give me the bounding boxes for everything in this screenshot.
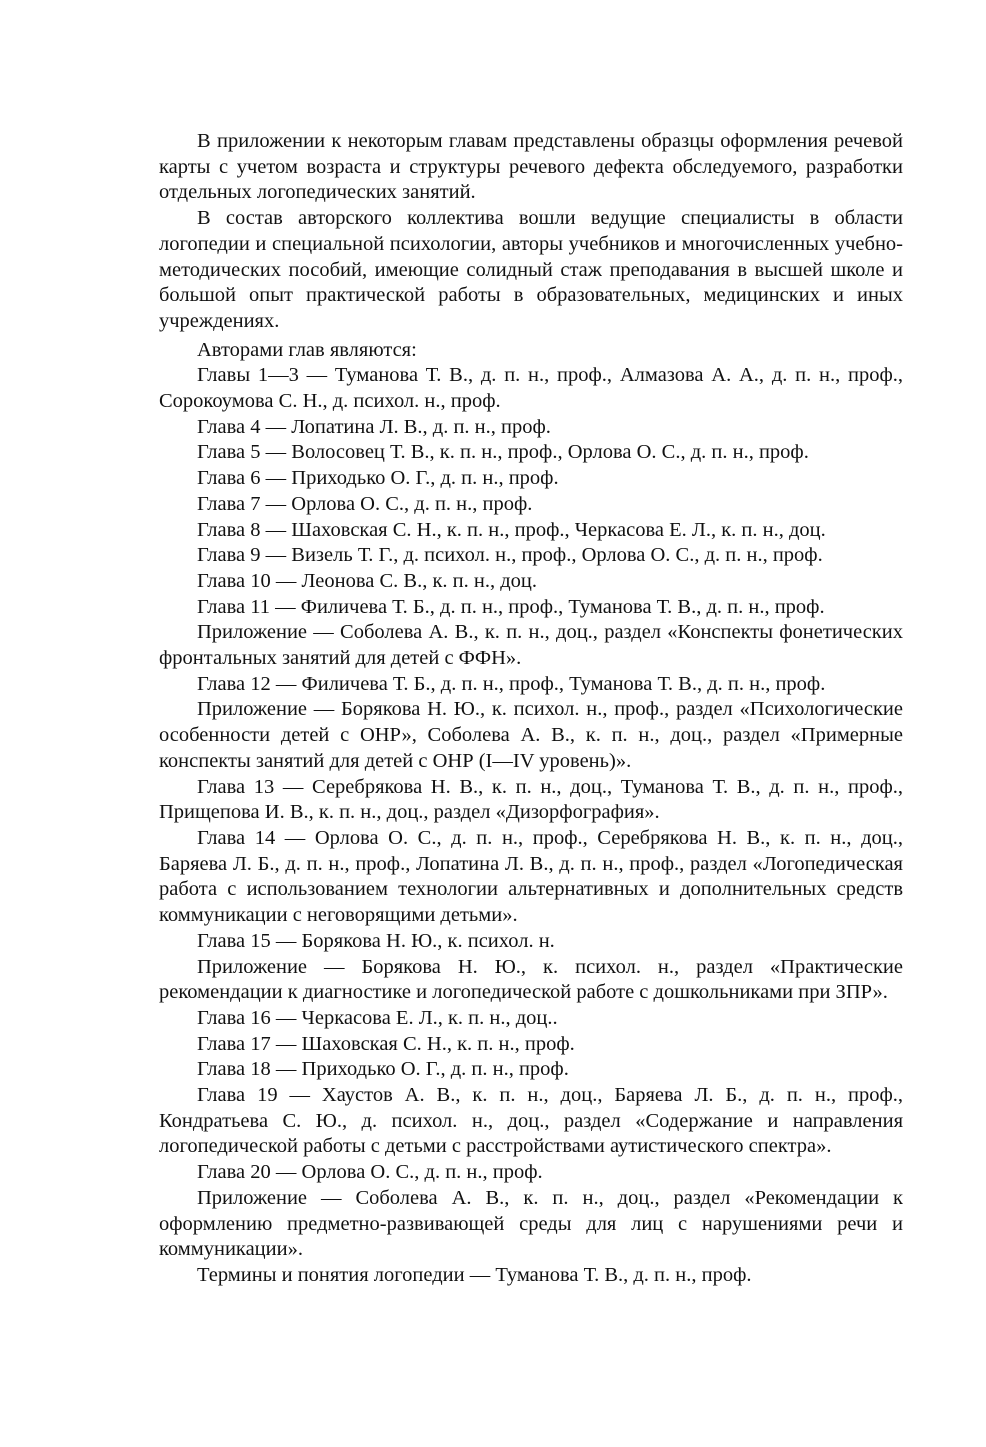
author-entry-chapter-16: Глава 16 — Черкасова Е. Л., к. п. н., доц.. — [197, 1006, 558, 1029]
author-entry-chapter-20: Глава 20 — Орлова О. С., д. п. н., проф. — [197, 1161, 543, 1184]
paragraph-authors-heading: Авторами глав являются: — [197, 338, 417, 361]
author-entry-chapter-15: Глава 15 — Борякова Н. Ю., к. психол. н. — [197, 929, 555, 952]
author-entry-terms: Термины и понятия логопедии — Туманова Т. В., д. п. н., проф. — [197, 1263, 752, 1286]
author-entry-appendix-11: Приложение — Соболева А. В., к. п. н., доц., раздел «Конспекты фонетических фронтальных занятий для детей с ФФН». — [159, 621, 903, 670]
author-entry-chapter-14: Глава 14 — Орлова О. С., д. п. н., проф., Серебрякова Н. В., к. п. н., доц., Баряева Л. Б., д. п. н., проф., Лопатина Л. В., д. п. н., проф., раздел «Логопедическая работа с использованием технологии альтернативных и дополнительных средств коммуникации с неговорящими детьми». — [159, 826, 903, 927]
author-entry-chapter-13: Глава 13 — Серебрякова Н. В., к. п. н., доц., Туманова Т. В., д. п. н., проф., Прищепова И. В., к. п. н., доц., раздел «Дизорфография». — [159, 775, 903, 824]
author-entry-chapter-6: Глава 6 — Приходько О. Г., д. п. н., проф. — [197, 467, 559, 490]
paragraph-intro-appendix: В приложении к некоторым главам представлены образцы оформления речевой карты с учетом возраста и структуры речевого дефекта обследуемого, разработки отдельных логопедических занятий. — [159, 130, 903, 204]
author-entry-appendix-15: Приложение — Борякова Н. Ю., к. психол. н., раздел «Практические рекомендации к диагностике и логопедической работе с дошкольниками при ЗПР». — [159, 955, 903, 1004]
author-entry-chapter-12: Глава 12 — Филичева Т. Б., д. п. н., проф., Туманова Т. В., д. п. н., проф. — [197, 672, 826, 695]
author-entry-chapter-4: Глава 4 — Лопатина Л. В., д. п. н., проф. — [197, 415, 551, 438]
author-entry-appendix-20: Приложение — Соболева А. В., к. п. н., доц., раздел «Рекомендации к оформлению предметно-развивающей среды для лиц с нарушениями речи и коммуникации». — [159, 1186, 903, 1261]
page-body-text — [159, 129, 903, 1289]
author-entry-chapter-19: Глава 19 — Хаустов А. В., к. п. н., доц., Баряева Л. Б., д. п. н., проф., Кондратьева С. Ю., д. психол. н., доц., раздел «Содержание и направления логопедической работы с детьми с расстройствами аутистического спектра». — [159, 1084, 903, 1158]
author-entry-chapter-9: Глава 9 — Визель Т. Г., д. психол. н., проф., Орлова О. С., д. п. н., проф. — [197, 544, 823, 567]
author-entry-chapter-8: Глава 8 — Шаховская С. Н., к. п. н., проф., Черкасова Е. Л., к. п. н., доц. — [197, 518, 826, 541]
author-entry-chapter-10: Глава 10 — Леонова С. В., к. п. н., доц. — [197, 569, 538, 592]
author-entry-appendix-12: Приложение — Борякова Н. Ю., к. психол. н., проф., раздел «Психологические особенности детей с ОНР», Соболева А. В., к. п. н., доц., раздел «Примерные конспекты занятий для детей с ОНР (I—IV уровень)». — [159, 698, 903, 772]
author-entry-chapter-18: Глава 18 — Приходько О. Г., д. п. н., проф. — [197, 1058, 569, 1081]
author-entry-chapter-7: Глава 7 — Орлова О. С., д. п. н., проф. — [197, 492, 533, 515]
author-entry-chapters-1-3: Главы 1—3 — Туманова Т. В., д. п. н., проф., Алмазова А. А., д. п. н., проф., Сорокоумова С. Н., д. психол. н., проф. — [159, 364, 903, 413]
author-entry-chapter-11: Глава 11 — Филичева Т. Б., д. п. н., проф., Туманова Т. В., д. п. н., проф. — [197, 595, 825, 618]
paragraph-authors-collective: В состав авторского коллектива вошли ведущие специалисты в области логопедии и специальной психологии, авторы учебников и многочисленных учебно-методических пособий, имеющие солидный стаж преподавания в высшей школе и большой опыт практической работы в образовательных, медицинских и иных учреждениях. — [159, 207, 903, 332]
author-entry-chapter-17: Глава 17 — Шаховская С. Н., к. п. н., проф. — [197, 1032, 575, 1055]
author-entry-chapter-5: Глава 5 — Волосовец Т. В., к. п. н., проф., Орлова О. С., д. п. н., проф. — [197, 441, 809, 464]
